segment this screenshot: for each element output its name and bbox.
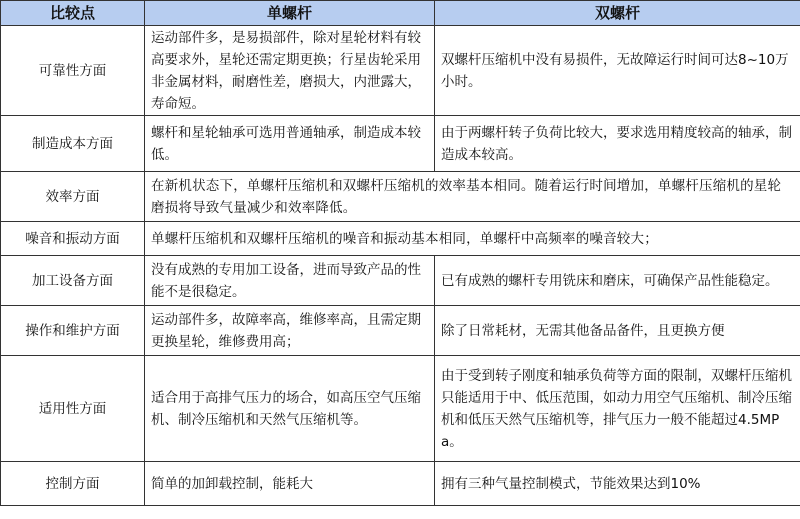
row-label: 可靠性方面 (1, 26, 145, 116)
row-label: 加工设备方面 (1, 256, 145, 306)
single-screw-cell: 螺杆和星轮轴承可选用普通轴承，制造成本较低。 (145, 116, 435, 172)
twin-screw-cell: 已有成熟的螺杆专用铣床和磨床，可确保产品性能稳定。 (435, 256, 800, 306)
row-label: 效率方面 (1, 172, 145, 222)
row-label: 制造成本方面 (1, 116, 145, 172)
table-row (1, 222, 800, 256)
twin-screw-cell: 由于两螺杆转子负荷比较大，要求选用精度较高的轴承，制造成本较高。 (435, 116, 800, 172)
single-screw-cell: 运动部件多，故障率高，维修率高，且需定期更换星轮，维修费用高； (145, 306, 435, 356)
header-twin-screw: 双螺杆 (435, 1, 800, 26)
single-screw-cell: 适合用于高排气压力的场合，如高压空气压缩机、制冷压缩机和天然气压缩机等。 (145, 356, 435, 462)
table-row (1, 172, 800, 222)
merged-cell: 在新机状态下，单螺杆压缩机和双螺杆压缩机的效率基本相同。随着运行时间增加，单螺杆压缩机的星轮磨损将导致气量减少和效率降低。 (145, 172, 800, 222)
table-row (1, 462, 800, 506)
single-screw-cell: 简单的加卸载控制，能耗大 (145, 462, 435, 506)
row-label: 适用性方面 (1, 356, 145, 462)
twin-screw-cell: 双螺杆压缩机中没有易损件，无故障运行时间可达8~10万小时。 (435, 26, 800, 116)
row-label: 控制方面 (1, 462, 145, 506)
table-row (1, 306, 800, 356)
twin-screw-cell: 除了日常耗材，无需其他备品备件，且更换方便 (435, 306, 800, 356)
merged-cell: 单螺杆压缩机和双螺杆压缩机的噪音和振动基本相同，单螺杆中高频率的噪音较大； (145, 222, 800, 256)
single-screw-cell: 没有成熟的专用加工设备，进而导致产品的性能不是很稳定。 (145, 256, 435, 306)
header-single-screw: 单螺杆 (145, 1, 435, 26)
table-row (1, 26, 800, 116)
header-comparison-point: 比较点 (1, 1, 145, 26)
row-label: 操作和维护方面 (1, 306, 145, 356)
twin-screw-cell: 拥有三种气量控制模式，节能效果达到10% (435, 462, 800, 506)
row-label: 噪音和振动方面 (1, 222, 145, 256)
single-screw-cell: 运动部件多，是易损部件，除对星轮材料有较高要求外，星轮还需定期更换；行星齿轮采用非金属材料，耐磨性差，磨损大，内泄露大，寿命短。 (145, 26, 435, 116)
table-row (1, 356, 800, 462)
twin-screw-cell: 由于受到转子刚度和轴承负荷等方面的限制，双螺杆压缩机只能适用于中、低压范围，如动力用空气压缩机、制冷压缩机和低压天然气压缩机等，排气压力一般不能超过4.5MPa。 (435, 356, 800, 462)
table-row (1, 116, 800, 172)
table-row (1, 256, 800, 306)
header-row (1, 1, 800, 26)
